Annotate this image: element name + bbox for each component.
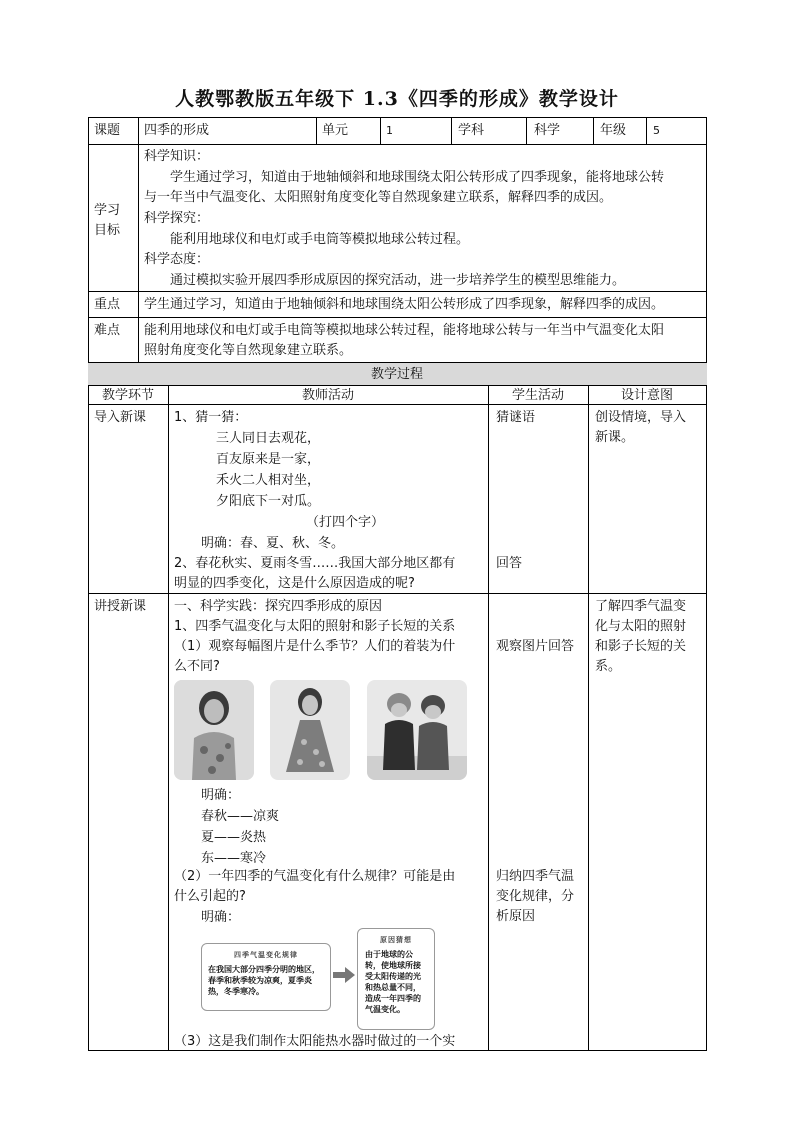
cause-guess-text: 由于地球的公转，使地球所接受太阳传递的光和热总量不同，造成一年四季的气温变化。 bbox=[365, 949, 427, 1015]
key-point-text: 学生通过学习，知道由于地轴倾斜和地球围绕太阳公转形成了四季现象，解释四季的成因。 bbox=[144, 297, 665, 312]
riddle-line-1: 三人同日去观花， bbox=[216, 431, 321, 446]
knowledge-line-2: 与一年当中气温变化、太阳照射角度变化等自然现象建立联系，解释四季的成因。 bbox=[144, 190, 613, 205]
cause-guess-title: 原因猜想 bbox=[380, 935, 412, 944]
attitude-line-1: 通过模拟实验开展四季形成原因的探究活动，进一步培养学生的模型思维能力。 bbox=[170, 273, 626, 288]
lecture-student-1: 观察图片回答 bbox=[496, 639, 575, 654]
temperature-pattern-title: 四季气温变化规律 bbox=[234, 950, 298, 959]
unit-label: 单元 bbox=[322, 123, 349, 138]
lecture-intent-4: 系。 bbox=[595, 659, 622, 674]
column-teacher: 教师活动 bbox=[301, 388, 354, 403]
subject-label: 学科 bbox=[458, 123, 485, 138]
intro-question-line-2: 明显的四季变化，这是什么原因造成的呢? bbox=[174, 576, 415, 591]
cause-guess-card bbox=[357, 928, 435, 1030]
process-header: 教学过程 bbox=[370, 367, 423, 382]
intro-question-line-1: 2、春花秋实、夏雨冬雪……我国大部分地区都有 bbox=[174, 556, 456, 571]
column-intent: 设计意图 bbox=[620, 388, 673, 403]
lecture-student-2-line-1: 归纳四季气温 bbox=[496, 869, 575, 884]
grade-label: 年级 bbox=[600, 123, 627, 138]
riddle-line-2: 百友原来是一家， bbox=[216, 452, 321, 467]
goals-label-2: 目标 bbox=[94, 223, 121, 238]
intro-student-1: 猜谜语 bbox=[496, 410, 536, 425]
lecture-question-1-line-2: 么不同? bbox=[174, 659, 220, 674]
unit-value: 1 bbox=[386, 124, 393, 137]
clarify-label: 明确： bbox=[201, 788, 241, 803]
riddle-hint: （打四个字） bbox=[306, 515, 385, 530]
riddle-line-3: 禾火二人相对坐， bbox=[216, 473, 321, 488]
difficulty-line-1: 能利用地球仪和电灯或手电筒等模拟地球公转过程，能将地球公转与一年当中气温变化太阳 bbox=[144, 323, 665, 338]
grade-value: 5 bbox=[653, 124, 660, 137]
lecture-question-2-line-2: 什么引起的? bbox=[174, 889, 246, 904]
lecture-stage: 讲授新课 bbox=[94, 599, 147, 614]
temperature-pattern-text: 在我国大部分四季分明的地区，春季和秋季较为凉爽，夏季炎热，冬季寒冷。 bbox=[208, 964, 324, 997]
riddle-answer: 明确：春、夏、秋、冬。 bbox=[201, 536, 345, 551]
page-title: 人教鄂教版五年级下 1.3《四季的形成》教学设计 bbox=[175, 88, 619, 110]
subject-value: 科学 bbox=[534, 123, 561, 138]
intro-student-2: 回答 bbox=[496, 556, 523, 571]
riddle-line-4: 夕阳底下一对瓜。 bbox=[216, 494, 321, 509]
course-label: 课题 bbox=[94, 123, 121, 138]
intro-intent-1: 创设情境，导入 bbox=[595, 410, 687, 425]
intro-intent-2: 新课。 bbox=[595, 430, 635, 445]
clarify-label-2: 明确： bbox=[201, 910, 241, 925]
goals-label-1: 学习 bbox=[94, 203, 121, 218]
lecture-question-3-line-1: （3）这是我们制作太阳能热水器时做过的一个实 bbox=[174, 1034, 456, 1049]
photo-spring-autumn bbox=[174, 680, 254, 780]
photo-summer bbox=[270, 680, 350, 780]
lecture-intent-3: 和影子长短的关 bbox=[595, 639, 687, 654]
arrow-right-icon bbox=[333, 967, 355, 987]
lecture-intent-2: 化与太阳的照射 bbox=[595, 619, 687, 634]
key-point-label: 重点 bbox=[94, 297, 121, 312]
lecture-student-2-line-2: 变化规律，分 bbox=[496, 889, 575, 904]
course-value: 四季的形成 bbox=[144, 123, 210, 138]
knowledge-line-1: 学生通过学习，知道由于地轴倾斜和地球围绕太阳公转形成了四季现象，能将地球公转 bbox=[170, 170, 665, 185]
intro-guess: 1、猜一猜： bbox=[174, 410, 248, 425]
knowledge-title: 科学知识： bbox=[144, 149, 210, 164]
clarify-winter: 东——寒冷 bbox=[201, 851, 267, 866]
difficulty-line-2: 照射角度变化等自然现象建立联系。 bbox=[144, 343, 353, 358]
temperature-pattern-card bbox=[201, 943, 331, 1011]
column-student: 学生活动 bbox=[511, 388, 564, 403]
photo-winter bbox=[367, 680, 467, 780]
lecture-question-2-line-1: （2）一年四季的气温变化有什么规律？可能是由 bbox=[174, 869, 456, 884]
attitude-title: 科学态度： bbox=[144, 252, 210, 267]
column-stage: 教学环节 bbox=[101, 388, 154, 403]
lecture-student-2-line-3: 析原因 bbox=[496, 909, 536, 924]
inquiry-title: 科学探究： bbox=[144, 211, 210, 226]
clarify-spring-autumn: 春秋——凉爽 bbox=[201, 809, 280, 824]
lecture-intent-1: 了解四季气温变 bbox=[595, 599, 687, 614]
lecture-heading-2: 1、四季气温变化与太阳的照射和影子长短的关系 bbox=[174, 619, 456, 634]
inquiry-line-1: 能利用地球仪和电灯或手电筒等模拟地球公转过程。 bbox=[170, 232, 470, 247]
lecture-question-1-line-1: （1）观察每幅图片是什么季节？人们的着装为什 bbox=[174, 639, 456, 654]
clarify-summer: 夏——炎热 bbox=[201, 830, 267, 845]
lecture-heading-1: 一、科学实践：探究四季形成的原因 bbox=[174, 599, 383, 614]
intro-stage: 导入新课 bbox=[94, 410, 147, 425]
difficulty-label: 难点 bbox=[94, 323, 121, 338]
